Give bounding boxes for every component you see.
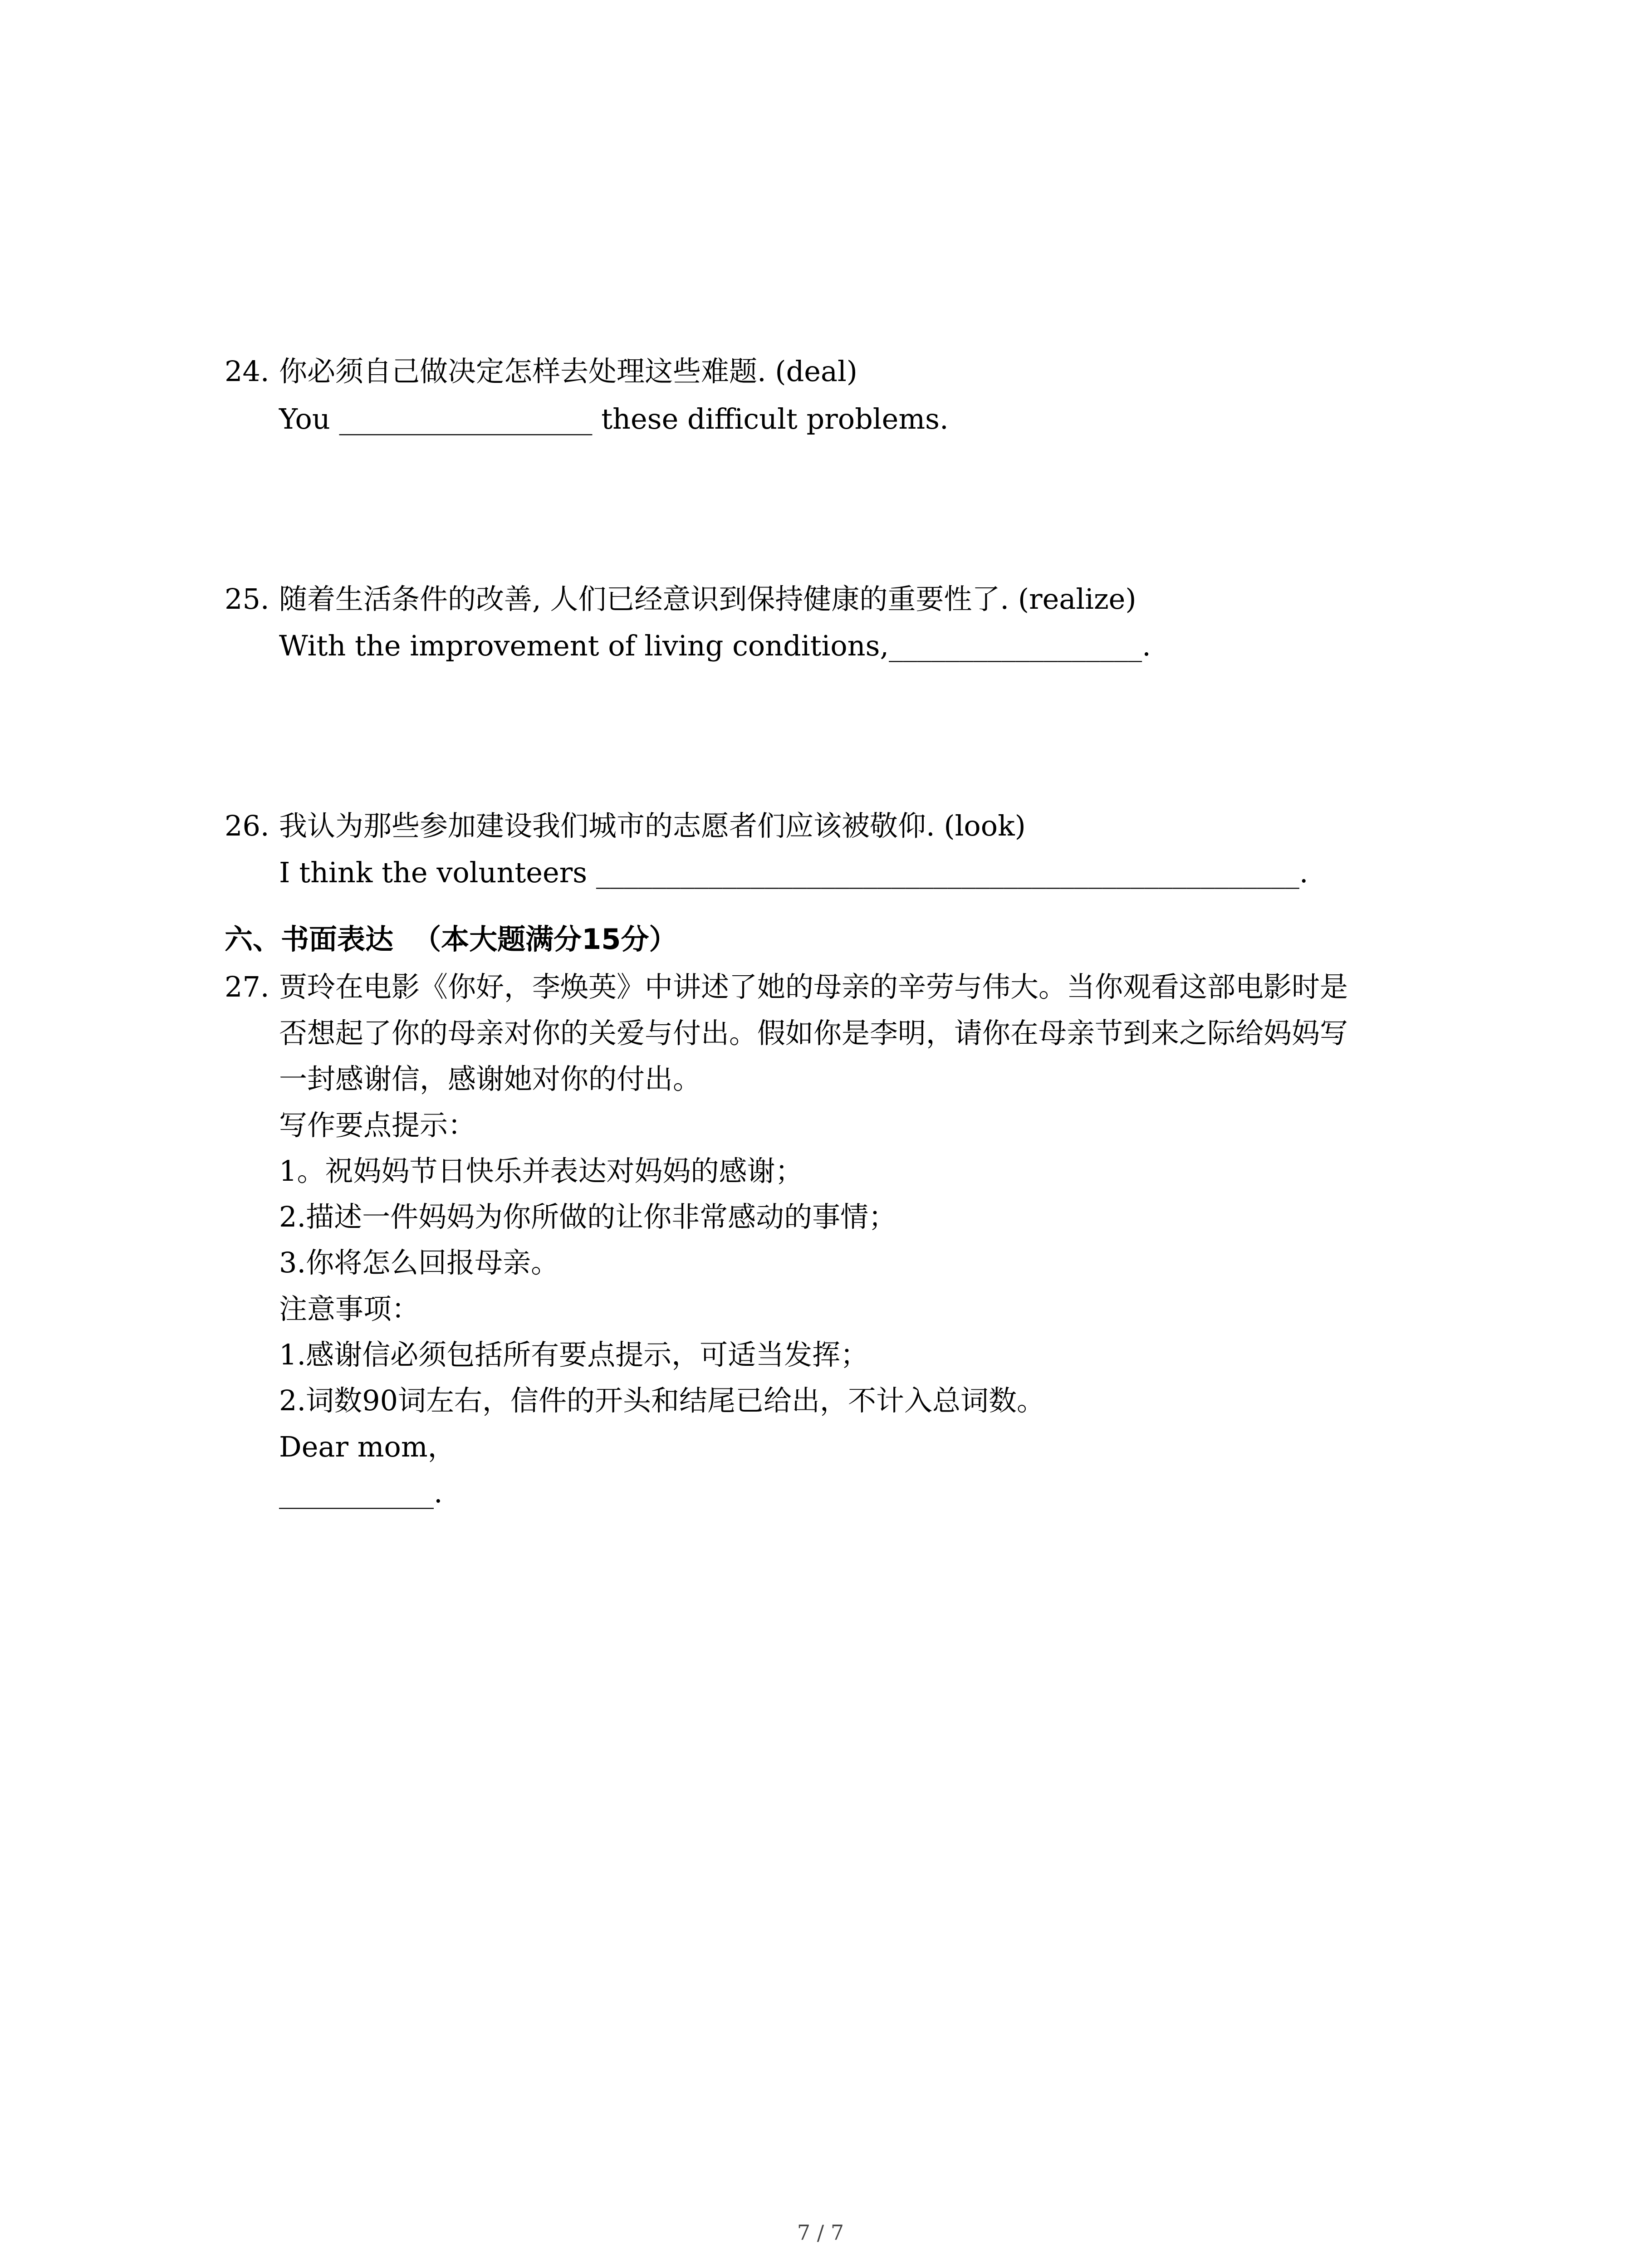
page-number: 7 / 7 — [797, 2220, 844, 2245]
q27-prompt-line-3: 一封感谢信，感谢她对你的付出。 — [279, 1062, 701, 1095]
q27-prompt-line-1: 贾玲在电影《你好，李焕英》中讲述了她的母亲的辛劳与伟大。当你观看这部电影时是 — [279, 970, 1348, 1003]
q27-number: 27. — [225, 970, 269, 1003]
note-item-2: 2.词数90词左右，信件的开头和结尾已给出，不计入总词数。 — [279, 1384, 1045, 1417]
q25-english-sentence: With the improvement of living conditions,__________________. — [279, 629, 1151, 662]
q26-number: 26. — [225, 809, 269, 842]
q25-chinese-prompt: 随着生活条件的改善, 人们已经意识到保持健康的重要性了. (realize) — [279, 582, 1136, 616]
q26-chinese-prompt: 我认为那些参加建设我们城市的志愿者们应该被敬仰. (look) — [279, 809, 1026, 842]
letter-salutation: Dear mom， — [279, 1430, 456, 1463]
q24-number: 24. — [225, 355, 269, 388]
letter-answer-blank: ___________. — [279, 1476, 443, 1509]
q24-english-sentence: You __________________ these difficult problems. — [279, 402, 949, 435]
section-heading: 六、书面表达 （本大题满分15分） — [225, 923, 677, 956]
q25-number: 25. — [225, 582, 269, 616]
q24-chinese-prompt: 你必须自己做决定怎样去处理这些难题. (deal) — [279, 355, 857, 388]
tips-title: 写作要点提示： — [279, 1109, 476, 1142]
note-item-1: 1.感谢信必须包括所有要点提示，可适当发挥； — [279, 1338, 869, 1371]
tip-item-1: 1。祝妈妈节日快乐并表达对妈妈的感谢； — [279, 1154, 803, 1188]
tip-item-3: 3.你将怎么回报母亲。 — [279, 1246, 559, 1279]
q26-english-sentence: I think the volunteers __________________________________________________. — [279, 856, 1308, 889]
tip-item-2: 2.描述一件妈妈为你所做的让你非常感动的事情； — [279, 1200, 897, 1233]
q27-prompt-line-2: 否想起了你的母亲对你的关爱与付出。假如你是李明，请你在母亲节到来之际给妈妈写 — [279, 1017, 1348, 1050]
notes-title: 注意事项： — [279, 1292, 420, 1325]
